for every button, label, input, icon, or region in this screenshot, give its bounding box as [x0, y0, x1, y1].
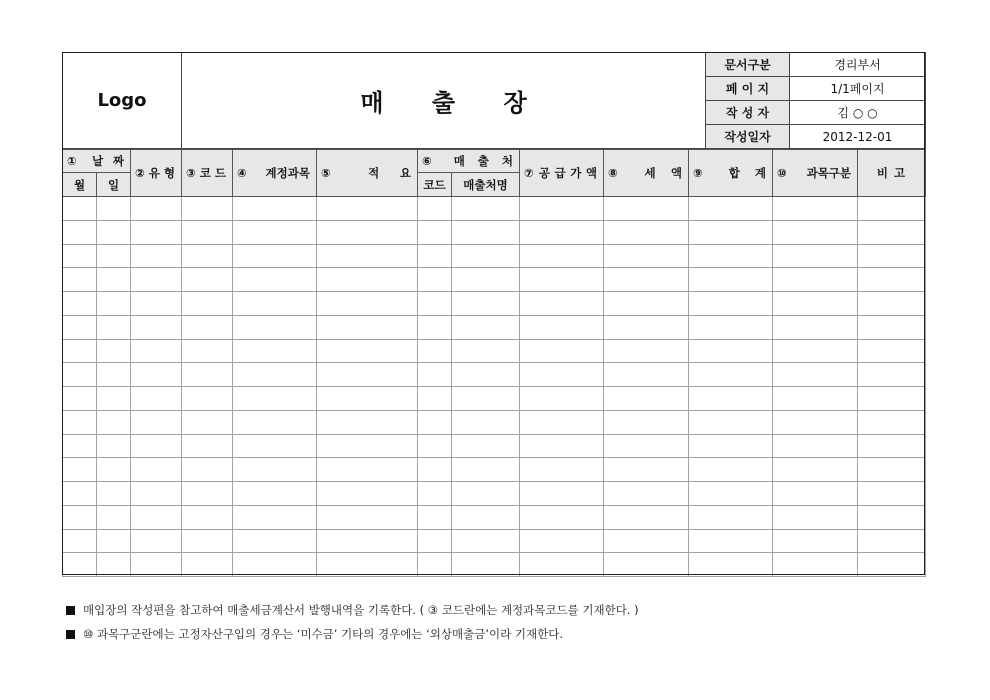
- ledger-cell: [858, 434, 926, 458]
- ledger-cell: [452, 197, 520, 221]
- ledger-cell: [520, 529, 604, 553]
- ledger-cell: [520, 458, 604, 482]
- ledger-cell: [452, 553, 520, 577]
- ledger-cell: [689, 482, 773, 506]
- info-value-page: 1/1페이지: [790, 77, 926, 101]
- ledger-cell: [317, 244, 418, 268]
- info-value-author: 김 ○ ○: [790, 101, 926, 125]
- ledger-cell: [97, 387, 131, 411]
- ledger-cell: [233, 268, 317, 292]
- ledger-cell: [182, 482, 233, 506]
- ledger-cell: [317, 339, 418, 363]
- ledger-cell: [182, 363, 233, 387]
- ledger-cell: [418, 220, 452, 244]
- ledger-cell: [317, 529, 418, 553]
- ledger-cell: [418, 458, 452, 482]
- ledger-cell: [233, 553, 317, 577]
- ledger-cell: [604, 339, 689, 363]
- ledger-cell: [773, 505, 858, 529]
- ledger-cell: [418, 268, 452, 292]
- ledger-cell: [520, 434, 604, 458]
- ledger-cell: [520, 197, 604, 221]
- ledger-cell: [689, 434, 773, 458]
- ledger-cell: [858, 505, 926, 529]
- ledger-cell: [773, 363, 858, 387]
- ledger-cell: [97, 268, 131, 292]
- col-header-code: ③ 코 드: [182, 150, 233, 197]
- ledger-cell: [63, 197, 97, 221]
- ledger-cell: [317, 268, 418, 292]
- ledger-cell: [317, 458, 418, 482]
- ledger-cell: [317, 363, 418, 387]
- ledger-cell: [773, 529, 858, 553]
- ledger-cell: [63, 505, 97, 529]
- col-header-total: ⑨ 합 계: [689, 150, 773, 197]
- ledger-cell: [418, 553, 452, 577]
- ledger-cell: [520, 220, 604, 244]
- ledger-cell: [452, 529, 520, 553]
- ledger-cell: [858, 458, 926, 482]
- ledger-cell: [418, 529, 452, 553]
- ledger-cell: [604, 529, 689, 553]
- ledger-cell: [520, 505, 604, 529]
- info-value-document-type: 경리부서: [790, 53, 926, 77]
- ledger-cell: [131, 268, 182, 292]
- ledger-cell: [317, 553, 418, 577]
- ledger-cell: [452, 482, 520, 506]
- ledger-cell: [182, 505, 233, 529]
- ledger-cell: [858, 363, 926, 387]
- ledger-cell: [858, 339, 926, 363]
- table-row: [63, 434, 926, 458]
- ledger-cell: [520, 244, 604, 268]
- ledger-cell: [418, 387, 452, 411]
- ledger-cell: [773, 410, 858, 434]
- ledger-cell: [63, 339, 97, 363]
- ledger-cell: [773, 482, 858, 506]
- ledger-cell: [182, 410, 233, 434]
- ledger-cell: [317, 434, 418, 458]
- col-header-tax: ⑧ 세 액: [604, 150, 689, 197]
- ledger-cell: [858, 244, 926, 268]
- page-title: 매 출 장: [182, 53, 706, 149]
- ledger-cell: [317, 505, 418, 529]
- ledger-cell: [604, 434, 689, 458]
- col-header-customer-name: 매출처명: [452, 173, 520, 197]
- col-header-supply-amount: ⑦ 공 급 가 액: [520, 150, 604, 197]
- ledger-cell: [773, 315, 858, 339]
- ledger-cell: [131, 244, 182, 268]
- ledger-cell: [604, 197, 689, 221]
- ledger-cell: [773, 458, 858, 482]
- note-item: [66, 598, 926, 622]
- ledger-cell: [773, 387, 858, 411]
- ledger-cell: [63, 268, 97, 292]
- table-row: [63, 244, 926, 268]
- ledger-cell: [63, 244, 97, 268]
- ledger-cell: [182, 268, 233, 292]
- col-header-type: ② 유 형: [131, 150, 182, 197]
- ledger-cell: [97, 529, 131, 553]
- ledger-cell: [689, 529, 773, 553]
- ledger-cell: [182, 197, 233, 221]
- ledger-cell: [689, 387, 773, 411]
- notes: [66, 598, 926, 646]
- ledger-cell: [97, 197, 131, 221]
- col-header-month: 월: [63, 173, 97, 197]
- ledger-cell: [520, 363, 604, 387]
- ledger-cell: [452, 363, 520, 387]
- table-row: [63, 315, 926, 339]
- ledger-cell: [233, 315, 317, 339]
- ledger-cell: [97, 505, 131, 529]
- table-row: [63, 292, 926, 316]
- ledger-body: [63, 197, 926, 577]
- col-header-date: ① 날 짜: [63, 150, 131, 173]
- col-header-category: ⑩ 과목구분: [773, 150, 858, 197]
- ledger-cell: [773, 220, 858, 244]
- info-label-page: 페 이 지: [706, 77, 790, 101]
- ledger-cell: [317, 387, 418, 411]
- ledger-cell: [858, 197, 926, 221]
- ledger-cell: [182, 553, 233, 577]
- ledger-cell: [233, 244, 317, 268]
- ledger-cell: [131, 387, 182, 411]
- ledger-cell: [131, 458, 182, 482]
- ledger-cell: [233, 387, 317, 411]
- ledger-cell: [604, 315, 689, 339]
- ledger-cell: [452, 244, 520, 268]
- ledger-cell: [773, 339, 858, 363]
- ledger-cell: [452, 458, 520, 482]
- ledger-cell: [858, 268, 926, 292]
- ledger-cell: [233, 339, 317, 363]
- ledger-cell: [131, 434, 182, 458]
- ledger-cell: [452, 220, 520, 244]
- ledger-cell: [858, 410, 926, 434]
- ledger-cell: [131, 529, 182, 553]
- ledger-cell: [63, 220, 97, 244]
- ledger-cell: [689, 315, 773, 339]
- ledger-cell: [452, 434, 520, 458]
- info-label-author: 작 성 자: [706, 101, 790, 125]
- ledger-cell: [689, 268, 773, 292]
- ledger-cell: [452, 505, 520, 529]
- sales-ledger-sheet: [62, 52, 925, 575]
- ledger-cell: [520, 292, 604, 316]
- ledger-cell: [452, 315, 520, 339]
- ledger-cell: [97, 410, 131, 434]
- ledger-cell: [604, 292, 689, 316]
- col-header-customer-code: 코드: [418, 173, 452, 197]
- ledger-cell: [97, 553, 131, 577]
- ledger-cell: [689, 220, 773, 244]
- ledger-cell: [604, 505, 689, 529]
- ledger-cell: [418, 339, 452, 363]
- col-header-summary: ⑤ 적 요: [317, 150, 418, 197]
- ledger-cell: [182, 220, 233, 244]
- table-row: [63, 197, 926, 221]
- ledger-cell: [97, 244, 131, 268]
- ledger-cell: [520, 315, 604, 339]
- ledger-cell: [773, 434, 858, 458]
- ledger-cell: [97, 315, 131, 339]
- ledger-cell: [317, 482, 418, 506]
- ledger-cell: [63, 315, 97, 339]
- ledger-cell: [452, 292, 520, 316]
- ledger-cell: [97, 363, 131, 387]
- ledger-cell: [604, 410, 689, 434]
- ledger-cell: [317, 315, 418, 339]
- table-row: [63, 505, 926, 529]
- table-row: [63, 363, 926, 387]
- ledger-cell: [520, 410, 604, 434]
- ledger-cell: [689, 410, 773, 434]
- ledger-cell: [858, 220, 926, 244]
- ledger-cell: [689, 458, 773, 482]
- ledger-cell: [63, 292, 97, 316]
- ledger-cell: [689, 339, 773, 363]
- table-row: [63, 387, 926, 411]
- ledger-cell: [604, 553, 689, 577]
- info-value-date: 2012-12-01: [790, 125, 926, 149]
- info-label-date: 작성일자: [706, 125, 790, 149]
- ledger-table: [62, 149, 926, 577]
- document-header: [62, 52, 926, 149]
- ledger-cell: [520, 553, 604, 577]
- ledger-cell: [233, 482, 317, 506]
- ledger-cell: [317, 197, 418, 221]
- col-header-customer: ⑥ 매 출 처: [418, 150, 520, 173]
- ledger-cell: [858, 553, 926, 577]
- ledger-cell: [182, 458, 233, 482]
- ledger-cell: [317, 410, 418, 434]
- ledger-cell: [131, 292, 182, 316]
- ledger-cell: [233, 434, 317, 458]
- ledger-cell: [858, 315, 926, 339]
- table-row: [63, 529, 926, 553]
- ledger-cell: [131, 410, 182, 434]
- info-label-document-type: 문서구분: [706, 53, 790, 77]
- ledger-cell: [97, 482, 131, 506]
- table-row: [63, 339, 926, 363]
- ledger-cell: [233, 292, 317, 316]
- table-row: [63, 410, 926, 434]
- ledger-cell: [97, 339, 131, 363]
- ledger-cell: [233, 458, 317, 482]
- ledger-cell: [63, 482, 97, 506]
- ledger-cell: [418, 363, 452, 387]
- ledger-cell: [604, 244, 689, 268]
- ledger-cell: [418, 315, 452, 339]
- col-header-day: 일: [97, 173, 131, 197]
- ledger-cell: [858, 529, 926, 553]
- table-row: [63, 553, 926, 577]
- ledger-cell: [858, 292, 926, 316]
- ledger-cell: [418, 292, 452, 316]
- ledger-cell: [63, 387, 97, 411]
- ledger-cell: [452, 268, 520, 292]
- ledger-cell: [773, 553, 858, 577]
- ledger-cell: [63, 553, 97, 577]
- ledger-cell: [63, 363, 97, 387]
- ledger-cell: [452, 410, 520, 434]
- ledger-cell: [773, 244, 858, 268]
- ledger-cell: [604, 387, 689, 411]
- square-bullet-icon: [66, 606, 75, 615]
- ledger-cell: [182, 292, 233, 316]
- ledger-cell: [233, 505, 317, 529]
- ledger-cell: [418, 197, 452, 221]
- col-header-remarks: 비 고: [858, 150, 926, 197]
- ledger-cell: [131, 363, 182, 387]
- ledger-cell: [452, 339, 520, 363]
- ledger-cell: [689, 244, 773, 268]
- ledger-cell: [418, 244, 452, 268]
- logo: Logo: [63, 53, 182, 149]
- ledger-cell: [604, 458, 689, 482]
- table-row: [63, 458, 926, 482]
- ledger-cell: [233, 410, 317, 434]
- ledger-cell: [689, 505, 773, 529]
- ledger-cell: [131, 315, 182, 339]
- ledger-cell: [131, 505, 182, 529]
- ledger-cell: [97, 220, 131, 244]
- ledger-cell: [131, 339, 182, 363]
- ledger-cell: [182, 339, 233, 363]
- ledger-cell: [520, 387, 604, 411]
- ledger-cell: [182, 387, 233, 411]
- ledger-cell: [317, 292, 418, 316]
- ledger-cell: [63, 529, 97, 553]
- ledger-cell: [182, 529, 233, 553]
- ledger-cell: [63, 458, 97, 482]
- ledger-cell: [858, 482, 926, 506]
- ledger-cell: [418, 410, 452, 434]
- ledger-cell: [858, 387, 926, 411]
- ledger-cell: [131, 553, 182, 577]
- ledger-cell: [418, 434, 452, 458]
- ledger-cell: [97, 434, 131, 458]
- table-row: [63, 220, 926, 244]
- ledger-cell: [604, 220, 689, 244]
- ledger-cell: [773, 292, 858, 316]
- ledger-cell: [520, 268, 604, 292]
- ledger-cell: [97, 292, 131, 316]
- ledger-cell: [689, 292, 773, 316]
- ledger-cell: [97, 458, 131, 482]
- ledger-cell: [520, 482, 604, 506]
- ledger-cell: [233, 220, 317, 244]
- note-text: 매입장의 작성편을 참고하여 매출세금계산서 발행내역을 기록한다. ( ③ 코드란에는 계정과목코드를 기재한다. ): [83, 603, 639, 617]
- table-row: [63, 482, 926, 506]
- ledger-cell: [63, 410, 97, 434]
- ledger-cell: [131, 220, 182, 244]
- square-bullet-icon: [66, 630, 75, 639]
- ledger-cell: [131, 482, 182, 506]
- ledger-cell: [604, 363, 689, 387]
- ledger-cell: [182, 315, 233, 339]
- ledger-cell: [689, 363, 773, 387]
- ledger-cell: [604, 482, 689, 506]
- ledger-cell: [233, 529, 317, 553]
- ledger-cell: [604, 268, 689, 292]
- ledger-cell: [182, 244, 233, 268]
- ledger-cell: [689, 553, 773, 577]
- ledger-cell: [689, 197, 773, 221]
- ledger-cell: [233, 197, 317, 221]
- note-item: [66, 622, 926, 646]
- ledger-cell: [182, 434, 233, 458]
- ledger-cell: [63, 434, 97, 458]
- ledger-cell: [233, 363, 317, 387]
- ledger-cell: [520, 339, 604, 363]
- ledger-cell: [452, 387, 520, 411]
- ledger-cell: [418, 505, 452, 529]
- ledger-cell: [773, 197, 858, 221]
- ledger-cell: [131, 197, 182, 221]
- ledger-cell: [418, 482, 452, 506]
- ledger-cell: [317, 220, 418, 244]
- col-header-account: ④ 계정과목: [233, 150, 317, 197]
- table-row: [63, 268, 926, 292]
- note-text: ⑩ 과목구군란에는 고정자산구입의 경우는 ‘미수금’ 기타의 경우에는 ‘외상매출금’이라 기재한다.: [83, 627, 563, 641]
- ledger-cell: [773, 268, 858, 292]
